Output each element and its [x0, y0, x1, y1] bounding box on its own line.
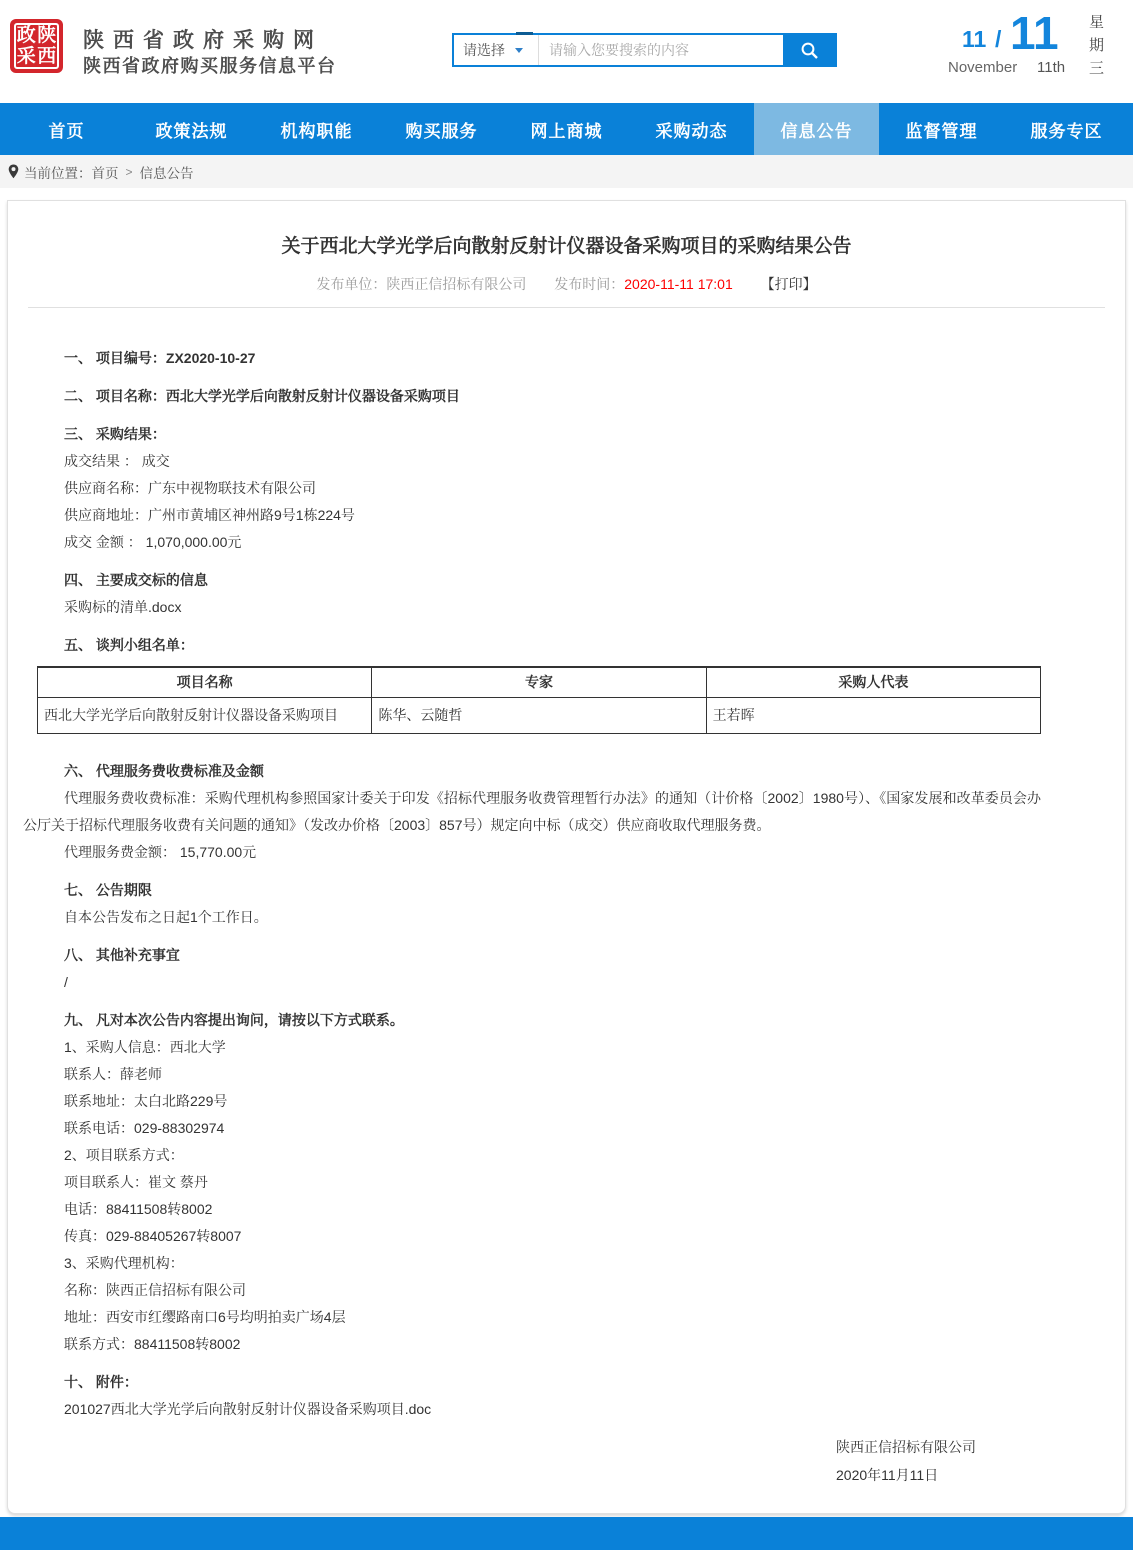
breadcrumb-separator: >: [125, 164, 133, 179]
nav-item-6[interactable]: 信息公告: [754, 103, 879, 155]
attachment-docx[interactable]: 采购标的清单.docx: [64, 599, 182, 615]
table-header-cell: 项目名称: [38, 667, 372, 697]
publish-time-value: 2020-11-11 17:01: [624, 276, 733, 292]
search-input[interactable]: [539, 35, 783, 65]
weekday-char: 星: [1089, 14, 1105, 31]
body-line: 联系电话：029-88302974: [64, 1119, 225, 1136]
date-month-name: November: [948, 59, 1018, 76]
negotiation-group-table: [37, 666, 1041, 734]
weekday-char: 期: [1089, 37, 1105, 54]
body-line: 联系人：薛老师: [64, 1065, 162, 1082]
table-cell: 陈华、云随哲: [372, 697, 706, 733]
body-line: 成交 金额 ： 1,070,000.00元: [64, 534, 242, 550]
body-line: 1、采购人信息：西北大学: [64, 1038, 226, 1055]
nav-item-8[interactable]: 服务专区: [1030, 121, 1103, 141]
nav-item-5[interactable]: 采购动态: [655, 121, 728, 141]
nav-item-1[interactable]: 政策法规: [155, 121, 228, 141]
body-line: 联系地址：太白北路229号: [64, 1092, 228, 1109]
breadcrumb-home-link[interactable]: 首页: [91, 165, 119, 181]
announcement-card: [7, 200, 1126, 1514]
body-line: 代理服务费金额： 15,770.00元: [64, 843, 257, 860]
table-row: [38, 697, 1041, 733]
section-heading: 七、 公告期限: [64, 881, 152, 898]
logo-seal-icon: [10, 19, 63, 73]
publisher-label: 发布单位：: [316, 276, 387, 292]
location-pin-icon: [8, 164, 19, 179]
section-heading: 十、 附件：: [64, 1373, 138, 1390]
logo-seal-chars: [14, 23, 59, 69]
body-line: 2、项目联系方式：: [64, 1146, 184, 1163]
body-line: 供应商名称：广东中视物联技术有限公司: [64, 480, 316, 496]
date-weekday: [1089, 15, 1104, 84]
body-line: 成交结果 ： 成交: [64, 453, 170, 469]
body-line: 代理服务费收费标准：采购代理机构参照国家计委关于印发《招标代理服务收费管理暂行办法》的通知（计价格〔2002〕1980号）、《国家发展和改革委员会办公厅关于招标代理服务收费有关问题的通知》（发改办价格〔2003〕857号）规定向中标（成交）供应商收取代理服务费。: [23, 789, 1041, 833]
publish-time-label: 发布时间：: [554, 276, 625, 292]
date-month-number: 11: [962, 26, 987, 52]
body-line: 供应商地址：广州市黄埔区神州路9号1栋224号: [64, 507, 355, 523]
page-title: 关于西北大学光学后向散射反射计仪器设备采购项目的采购结果公告: [281, 236, 852, 257]
section-heading: 八、 其他补充事宜: [64, 946, 180, 963]
body-line: 3、采购代理机构：: [64, 1254, 184, 1271]
seal-char: 陕: [37, 25, 57, 46]
site-logo[interactable]: [10, 19, 63, 73]
article-meta: [8, 274, 1125, 294]
attachment-doc[interactable]: 201027西北大学光学后向散射反射计仪器设备采购项目.doc: [64, 1400, 432, 1417]
section-heading: 二、 项目名称：西北大学光学后向散射反射计仪器设备采购项目: [64, 388, 460, 404]
nav-item-3[interactable]: 购买服务: [405, 121, 478, 141]
seal-char: 政: [16, 25, 36, 46]
date-day-ordinal: 11th: [1037, 59, 1066, 76]
print-button[interactable]: 【打印】: [760, 276, 817, 292]
table-header-cell: 专家: [372, 667, 706, 697]
signature-company: 陕西正信招标有限公司: [836, 1438, 976, 1455]
search-icon: [800, 41, 819, 60]
nav-item-7[interactable]: 监督管理: [905, 121, 978, 141]
nav-item-4[interactable]: 网上商城: [530, 121, 603, 141]
body-line: 名称：陕西正信招标有限公司: [64, 1281, 246, 1298]
date-separator: /: [995, 26, 1002, 52]
signature-date: 2020年11月11日: [836, 1466, 939, 1483]
chevron-down-icon: [515, 48, 523, 53]
site-title: 陕西省政府采购网: [83, 29, 323, 52]
site-subtitle: 陕西省政府购买服务信息平台: [83, 56, 337, 76]
nav-item-2[interactable]: 机构职能: [280, 121, 353, 141]
table-header-cell: 采购人代表: [706, 667, 1040, 697]
publisher-value: 陕西正信招标有限公司: [386, 276, 527, 292]
seal-char: 采: [16, 46, 36, 67]
main-nav: [0, 103, 1133, 155]
article-blocks: [23, 308, 1041, 1489]
breadcrumb-label: 当前位置：: [24, 165, 92, 181]
section-heading: 一、 项目编号：ZX2020-10-27: [64, 350, 256, 366]
body-line: 电话：88411508转8002: [64, 1200, 213, 1217]
table-cell: 王若晖: [706, 697, 1040, 733]
body-line: /: [64, 973, 68, 990]
body-line: 联系方式：88411508转8002: [64, 1335, 241, 1352]
section-heading: 四、 主要成交标的信息: [64, 572, 208, 588]
body-line: 传真：029-88405267转8007: [64, 1227, 242, 1244]
site-header: [0, 0, 1133, 103]
breadcrumb-current: 信息公告: [139, 165, 194, 181]
section-heading: 六、 代理服务费收费标准及金额: [64, 762, 264, 779]
body-line: 地址：西安市红缨路南口6号均明拍卖广场4层: [64, 1308, 346, 1325]
search-category-label: 请选择: [463, 42, 505, 58]
section-heading: 五、 谈判小组名单：: [64, 637, 194, 653]
search-button[interactable]: [783, 35, 835, 65]
date-day-number: 11: [1010, 7, 1059, 59]
body-line: 项目联系人：崔文 蔡丹: [64, 1173, 208, 1190]
body-line: 自本公告发布之日起1个工作日。: [64, 908, 268, 925]
section-heading: 三、 采购结果：: [64, 426, 166, 442]
search-bar: [452, 33, 837, 67]
breadcrumb: [0, 155, 1133, 188]
search-category-select[interactable]: [454, 35, 539, 65]
section-heading: 九、 凡对本次公告内容提出询问，请按以下方式联系。: [64, 1011, 404, 1028]
table-cell: 西北大学光学后向散射反射计仪器设备采购项目: [38, 697, 372, 733]
footer-bar: [0, 1517, 1133, 1550]
weekday-char: 三: [1089, 60, 1105, 77]
seal-char: 西: [37, 46, 57, 67]
nav-item-0[interactable]: 首页: [48, 121, 85, 141]
signature-block: [23, 1433, 1041, 1489]
